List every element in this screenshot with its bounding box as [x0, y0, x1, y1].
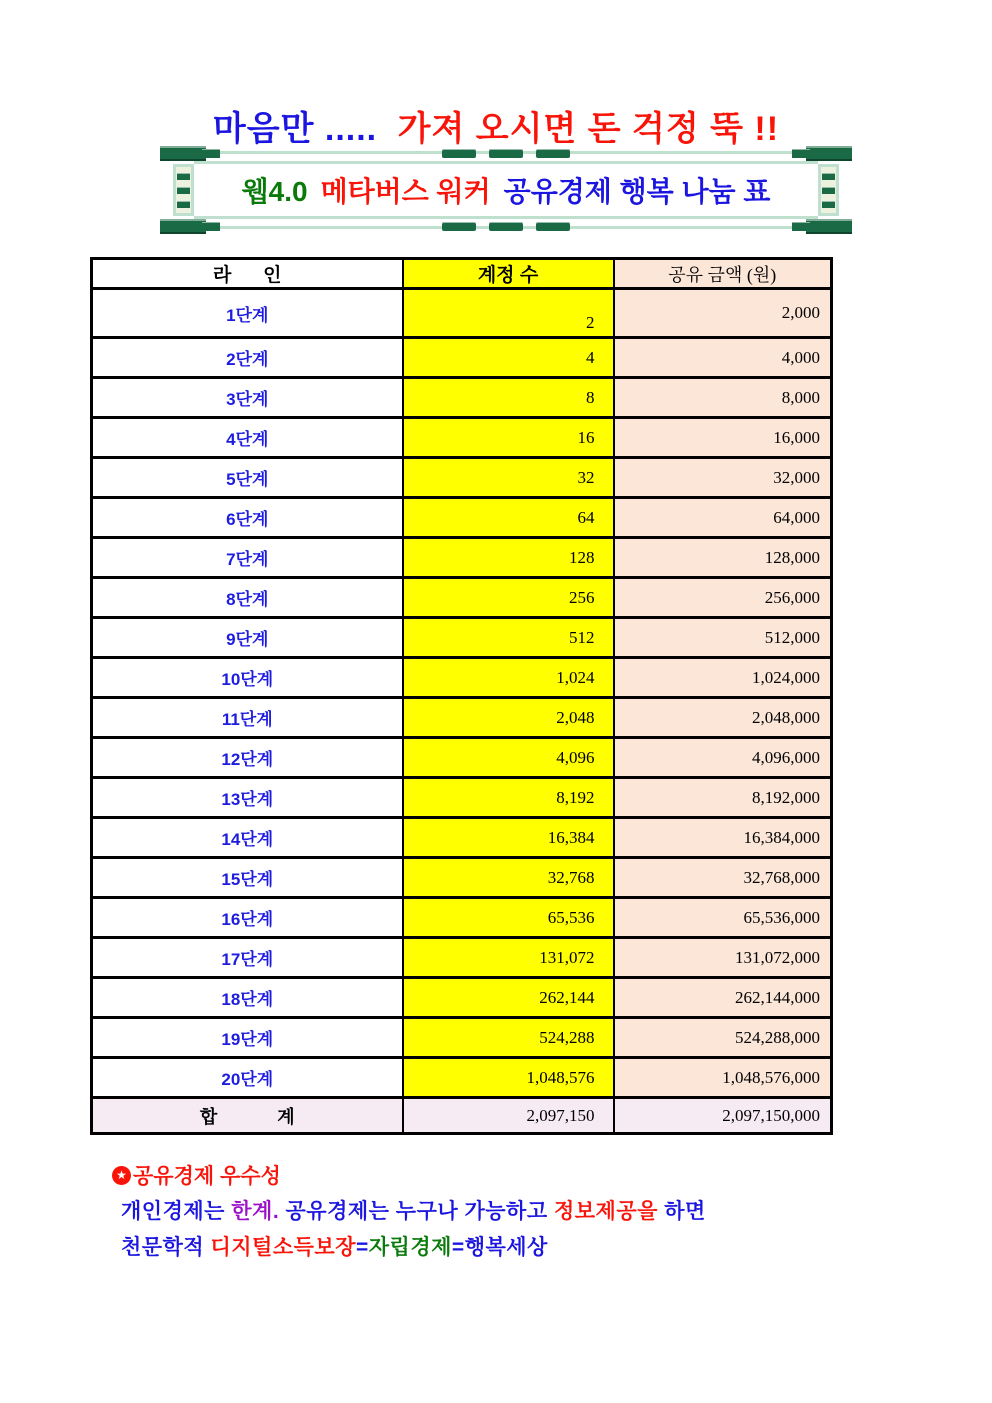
- share-amount: 64,000: [614, 498, 832, 538]
- footer-line-3: [121, 1234, 706, 1262]
- header-line: 라 인: [92, 259, 403, 289]
- share-amount: 131,072,000: [614, 938, 832, 978]
- banner-share-economy-label: 공유경제 행복 나눔 표: [503, 176, 771, 207]
- total-share-amount: 2,097,150,000: [614, 1098, 832, 1134]
- level-label: 18단계: [92, 978, 403, 1018]
- share-amount: 16,000: [614, 418, 832, 458]
- share-amount: 8,192,000: [614, 778, 832, 818]
- banner-title: [160, 147, 852, 233]
- footer-text-segment: 자립경제: [368, 1236, 452, 1259]
- level-label: 5단계: [92, 458, 403, 498]
- footer-line-2: [121, 1198, 706, 1226]
- table-row: [92, 338, 832, 378]
- footer-text-segment: 공유경제는 누구나 가능하고: [279, 1200, 554, 1223]
- table-header-row: [92, 259, 832, 289]
- table-row: [92, 1018, 832, 1058]
- table-row: [92, 938, 832, 978]
- banner-metaverse-label: 메타버스 워커: [320, 176, 491, 207]
- share-amount: 4,096,000: [614, 738, 832, 778]
- share-amount: 16,384,000: [614, 818, 832, 858]
- share-amount: 32,000: [614, 458, 832, 498]
- table-row: [92, 778, 832, 818]
- total-account-count: 2,097,150: [403, 1098, 614, 1134]
- account-count: 2: [403, 289, 614, 338]
- level-label: 19단계: [92, 1018, 403, 1058]
- level-label: 12단계: [92, 738, 403, 778]
- account-count: 512: [403, 618, 614, 658]
- share-amount: 524,288,000: [614, 1018, 832, 1058]
- banner-web40-label: 웹4.0: [241, 176, 308, 207]
- level-label: 3단계: [92, 378, 403, 418]
- share-amount: 1,048,576,000: [614, 1058, 832, 1098]
- page-title: [0, 101, 992, 150]
- level-label: 13단계: [92, 778, 403, 818]
- share-amount: 256,000: [614, 578, 832, 618]
- share-amount: 32,768,000: [614, 858, 832, 898]
- level-label: 16단계: [92, 898, 403, 938]
- level-label: 1단계: [92, 289, 403, 338]
- share-amount: 128,000: [614, 538, 832, 578]
- table-row: [92, 538, 832, 578]
- level-label: 7단계: [92, 538, 403, 578]
- account-count: 128: [403, 538, 614, 578]
- account-count: 16,384: [403, 818, 614, 858]
- table-row: [92, 818, 832, 858]
- account-count: 32: [403, 458, 614, 498]
- page-title-red-part: 가져 오시면 돈 걱정 뚝 !!: [397, 110, 780, 148]
- account-count: 64: [403, 498, 614, 538]
- share-amount: 2,000: [614, 289, 832, 338]
- account-count: 131,072: [403, 938, 614, 978]
- total-label: 합 계: [92, 1098, 403, 1134]
- footer-text-segment: 천문학적: [121, 1236, 211, 1259]
- table-row: [92, 658, 832, 698]
- table-row: [92, 458, 832, 498]
- level-label: 8단계: [92, 578, 403, 618]
- share-amount: 2,048,000: [614, 698, 832, 738]
- level-label: 4단계: [92, 418, 403, 458]
- table-row: [92, 578, 832, 618]
- table-row: [92, 898, 832, 938]
- level-label: 14단계: [92, 818, 403, 858]
- level-label: 2단계: [92, 338, 403, 378]
- level-label: 20단계: [92, 1058, 403, 1098]
- level-label: 17단계: [92, 938, 403, 978]
- share-amount: 8,000: [614, 378, 832, 418]
- footer-notes: [112, 1160, 706, 1262]
- share-economy-table: [90, 257, 833, 1135]
- level-label: 15단계: [92, 858, 403, 898]
- account-count: 32,768: [403, 858, 614, 898]
- account-count: 8: [403, 378, 614, 418]
- header-account-count: 계정 수: [403, 259, 614, 289]
- table-row: [92, 289, 832, 338]
- table-row: [92, 978, 832, 1018]
- footer-text-segment: 한계.: [231, 1200, 280, 1223]
- share-amount: 65,536,000: [614, 898, 832, 938]
- account-count: 4: [403, 338, 614, 378]
- footer-text-segment: 하면: [657, 1200, 706, 1223]
- header-share-amount: 공유 금액 (원): [614, 259, 832, 289]
- footer-text-segment: =: [356, 1236, 369, 1259]
- table-row: [92, 738, 832, 778]
- footer-text-segment: =: [451, 1236, 465, 1259]
- page-title-blue-part: 마음만 .....: [212, 110, 378, 148]
- footer-text-segment: 행복세상: [464, 1236, 548, 1259]
- footer-heading-label: 공유경제 우수성: [133, 1165, 281, 1188]
- account-count: 4,096: [403, 738, 614, 778]
- footer-text-segment: 디지털소득보장: [210, 1236, 356, 1259]
- share-amount: 262,144,000: [614, 978, 832, 1018]
- footer-text-segment: 개인경제는: [121, 1200, 232, 1223]
- decorative-frame: [160, 147, 852, 233]
- account-count: 2,048: [403, 698, 614, 738]
- account-count: 16: [403, 418, 614, 458]
- table-row: [92, 378, 832, 418]
- account-count: 8,192: [403, 778, 614, 818]
- star-icon: ★: [112, 1166, 131, 1185]
- footer-heading: [112, 1160, 706, 1190]
- account-count: 1,024: [403, 658, 614, 698]
- table-body: [92, 289, 832, 1098]
- share-amount: 1,024,000: [614, 658, 832, 698]
- table-row: [92, 698, 832, 738]
- level-label: 9단계: [92, 618, 403, 658]
- table-row: [92, 1058, 832, 1098]
- share-amount: 4,000: [614, 338, 832, 378]
- share-amount: 512,000: [614, 618, 832, 658]
- table-total-row: [92, 1098, 832, 1134]
- account-count: 1,048,576: [403, 1058, 614, 1098]
- level-label: 11단계: [92, 698, 403, 738]
- table-row: [92, 418, 832, 458]
- footer-text-segment: 정보제공을: [553, 1200, 658, 1223]
- table-row: [92, 498, 832, 538]
- table-row: [92, 618, 832, 658]
- account-count: 524,288: [403, 1018, 614, 1058]
- account-count: 256: [403, 578, 614, 618]
- level-label: 10단계: [92, 658, 403, 698]
- account-count: 262,144: [403, 978, 614, 1018]
- level-label: 6단계: [92, 498, 403, 538]
- account-count: 65,536: [403, 898, 614, 938]
- table-row: [92, 858, 832, 898]
